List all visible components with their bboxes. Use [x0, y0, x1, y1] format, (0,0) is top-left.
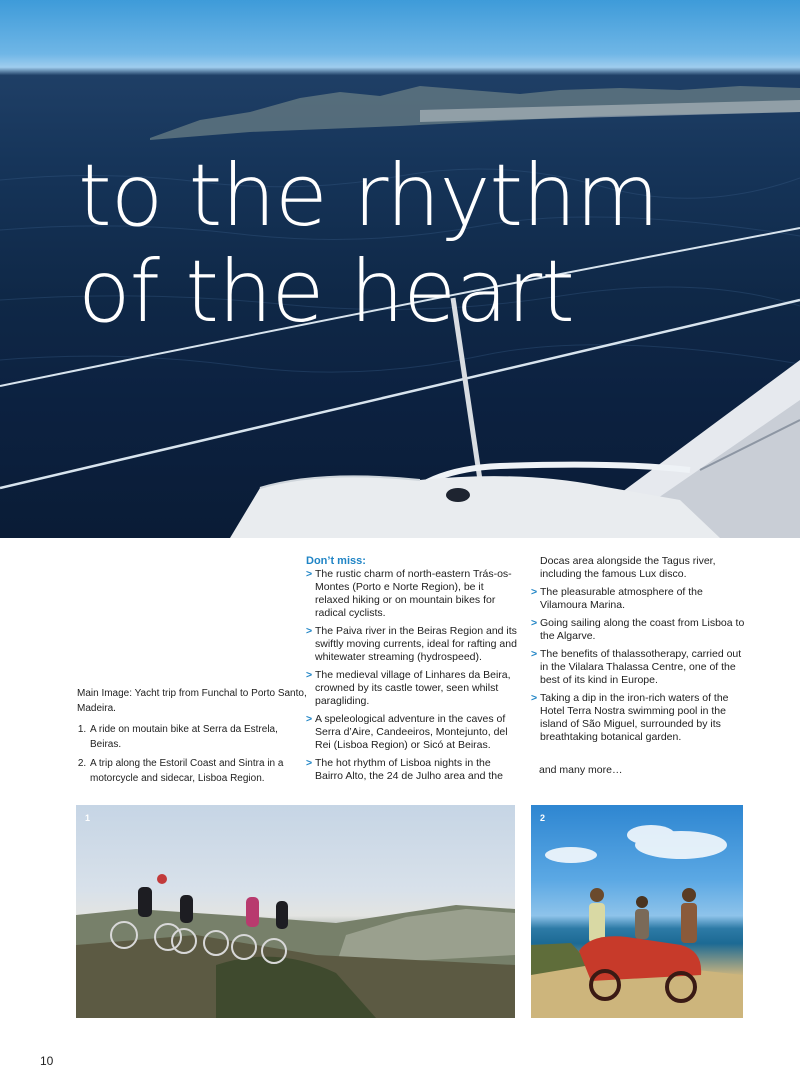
- photo-mountain-bikers: [76, 805, 515, 1018]
- dont-miss-list: [306, 568, 521, 783]
- photo-number-2: 2: [540, 813, 546, 823]
- list-item: > Taking a dip in the iron-rich waters of the Hotel Terra Nostra swimming pool in the island of São Miguel, surrounded by its breathtaking botanical garden.: [531, 692, 746, 744]
- list-item: > A speleological adventure in the caves of Serra d’Aire, Candeeiros, Montejunto, del Rei (Lisboa Region) or Sicó at Beiras.: [306, 713, 521, 752]
- list-item: > The Paiva river in the Beiras Region and its swiftly moving currents, ideal for rafting and whitewater streaming (hydrospeed).: [306, 625, 521, 664]
- caption-item-2: 2. A trip along the Estoril Coast and Sintra in a motorcycle and sidecar, Lisboa Region.: [89, 756, 307, 786]
- photo-number-1: 1: [85, 813, 91, 823]
- list-item: > The rustic charm of north-eastern Trás-os-Montes (Porto e Norte Region), be it relaxed hiking or on mountain bikes for radical cyclists.: [306, 568, 521, 620]
- page-number: 10: [40, 1054, 54, 1068]
- list-item: > The medieval village of Linhares da Beira, crowned by its castle tower, seen whilst paragliding.: [306, 669, 521, 708]
- dont-miss-list-continued: [531, 555, 746, 744]
- caption-list: [77, 722, 307, 786]
- hero-title-line-2: of the heart: [78, 242, 574, 342]
- list-item: > The benefits of thalassotherapy, carried out in the Vilalara Thalassa Centre, one of the best of its kind in Europe.: [531, 648, 746, 687]
- photo-caption: [77, 686, 307, 790]
- hero-title-line-1: to the rhythm: [78, 146, 659, 246]
- list-item-continuation: Docas area alongside the Tagus river, including the famous Lux disco.: [540, 555, 716, 580]
- caption-item-1: 1. A ride on moutain bike at Serra da Estrela, Beiras.: [89, 722, 307, 752]
- list-item: > The hot rhythm of Lisboa nights in the Bairro Alto, the 24 de Julho area and the: [306, 757, 521, 783]
- and-many-more: and many more…: [539, 764, 623, 776]
- dont-miss-title: Don’t miss:: [306, 555, 366, 567]
- sidecar-illustration: [531, 805, 743, 1018]
- bikers-illustration: [76, 805, 515, 1018]
- dont-miss-column-2: [531, 555, 746, 749]
- hero-title: [78, 148, 658, 340]
- caption-main: Main Image: Yacht trip from Funchal to Porto Santo, Madeira.: [77, 688, 307, 714]
- list-item: > The pleasurable atmosphere of the Vilamoura Marina.: [531, 586, 746, 612]
- list-item: > Going sailing along the coast from Lisboa to the Algarve.: [531, 617, 746, 643]
- photo-motorcycle-sidecar: [531, 805, 743, 1018]
- dont-miss-column-1: [306, 555, 521, 788]
